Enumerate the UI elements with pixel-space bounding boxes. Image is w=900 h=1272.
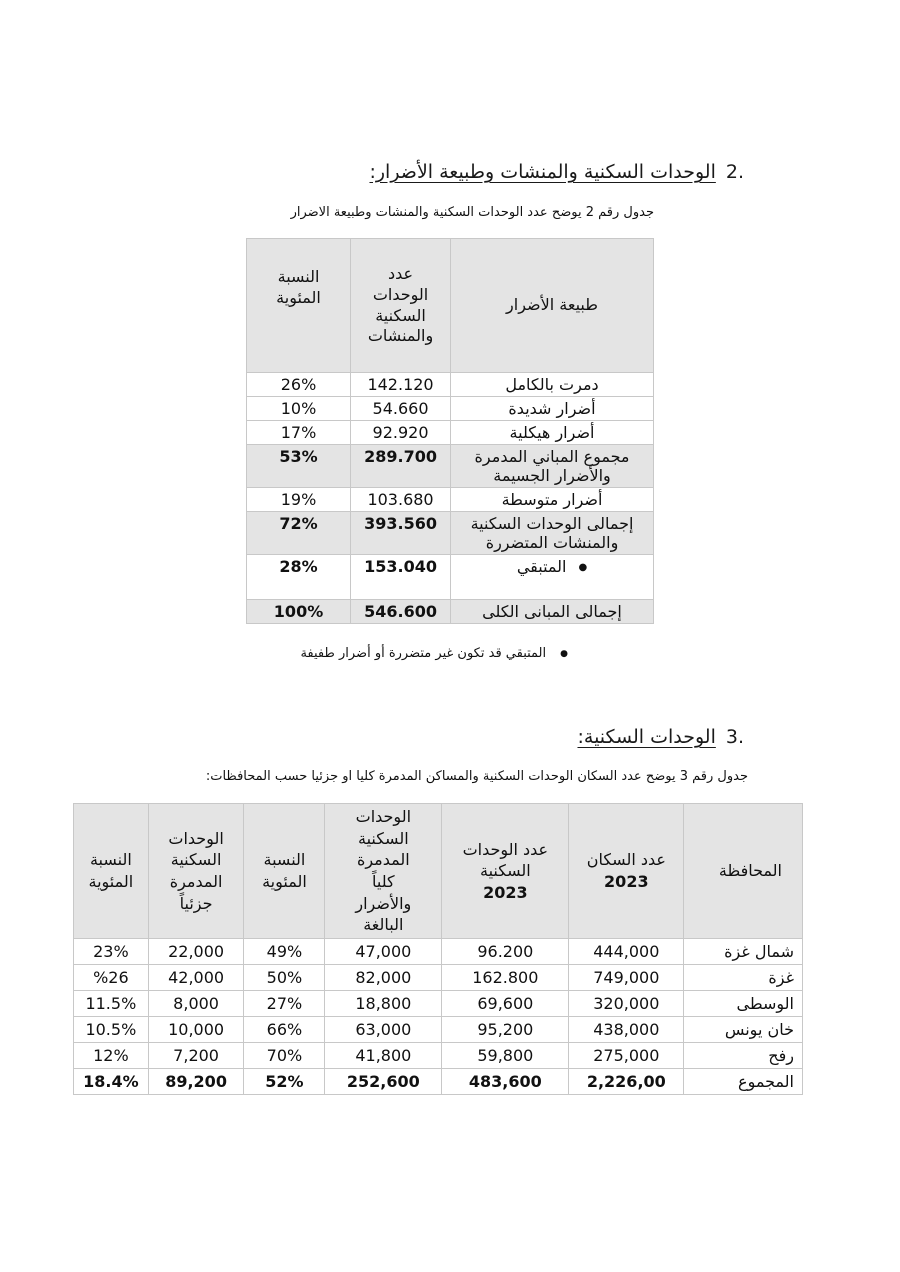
table-row [247,600,654,624]
percent: 19% [247,488,351,512]
unit-count: 103.680 [351,488,451,512]
header-destroyed-percent: النسبة المئوية [244,804,325,939]
unit-count: 92.920 [351,421,451,445]
partial-units: 89,200 [148,1069,244,1095]
table-2-caption: جدول رقم 2 يوضح عدد الوحدات السكنية والمنشات وطبيعة الاضرار [290,205,654,220]
destroyed-percent: 50% [244,965,325,991]
population: 275,000 [569,1043,684,1069]
partial-units: 8,000 [148,991,244,1017]
section-2-number: .2 [725,161,744,183]
destroyed-units: 252,600 [325,1069,442,1095]
unit-count: 142.120 [351,373,451,397]
percent: 72% [247,512,351,555]
percent: 28% [247,555,351,600]
partial-percent: 18.4% [74,1069,149,1095]
table-row [74,991,803,1017]
table-header-row [74,804,803,939]
table-row [247,373,654,397]
table-row [74,939,803,965]
destroyed-units: 82,000 [325,965,442,991]
percent: 10% [247,397,351,421]
table-3-caption: جدول رقم 3 يوضح عدد السكان الوحدات السكنية والمساكن المدمرة كليا او جزئيا حسب المحافظات: [205,769,748,784]
destroyed-percent: 66% [244,1017,325,1043]
table-row [247,397,654,421]
population: 444,000 [569,939,684,965]
percent: 100% [247,600,351,624]
destroyed-units: 18,800 [325,991,442,1017]
percent: 53% [247,445,351,488]
section-2-title: الوحدات السكنية والمنشات وطبيعة الأضرار: [369,161,716,183]
header-percent-label: النسبة المئوية [276,267,321,307]
header-damage-type: طبيعة الأضرار [451,239,654,373]
unit-count: 393.560 [351,512,451,555]
population: 2,226,00 [569,1069,684,1095]
damage-type: أضرار هيكلية [451,421,654,445]
header-units-year: 2023 [483,882,528,902]
table-total-row [74,1069,803,1095]
header-units [442,804,569,939]
header-destroyed [325,804,442,939]
section-3-title: الوحدات السكنية: [577,726,716,748]
housing-units: 162.800 [442,965,569,991]
table-row [247,488,654,512]
population: 749,000 [569,965,684,991]
destroyed-units: 47,000 [325,939,442,965]
section-2-heading [369,161,744,183]
damage-type-label: المتبقي [516,557,567,576]
header-population [569,804,684,939]
section-3-heading [577,726,744,748]
table-row [247,555,654,600]
table-header-row [247,239,654,373]
header-percent [247,239,351,373]
table-row [74,965,803,991]
table-2-note: ● المتبقي قد تكون غير متضررة أو أضرار طفيفة [300,646,568,661]
partial-units: 42,000 [148,965,244,991]
governorate: الوسطى [684,991,803,1017]
table-row [74,1043,803,1069]
housing-units: 483,600 [442,1069,569,1095]
header-population-label: عدد السكان [586,850,666,870]
damage-table [246,238,654,624]
header-partial-label: الوحدات السكنية المدمرة جزئياً [168,828,224,913]
table-row [247,512,654,555]
header-partial-percent: النسبة المئوية [74,804,149,939]
header-partial [148,804,244,939]
governorate: المجموع [684,1069,803,1095]
bullet-icon [566,555,587,574]
damage-type: أضرار متوسطة [451,488,654,512]
partial-units: 7,200 [148,1043,244,1069]
population: 438,000 [569,1017,684,1043]
destroyed-percent: 27% [244,991,325,1017]
destroyed-units: 41,800 [325,1043,442,1069]
damage-type: إجمالى الوحدات السكنية والمنشات المتضررة [451,512,654,555]
unit-count: 546.600 [351,600,451,624]
housing-units: 95,200 [442,1017,569,1043]
partial-percent: 23% [74,939,149,965]
unit-count: 54.660 [351,397,451,421]
header-population-year: 2023 [604,872,649,891]
partial-percent: 11.5% [74,991,149,1017]
housing-units: 59,800 [442,1043,569,1069]
damage-type: أضرار شديدة [451,397,654,421]
damage-type: إجمالى المبانى الكلى [451,600,654,624]
table-row [247,421,654,445]
percent: 26% [247,373,351,397]
header-destroyed-label: الوحدات السكنية المدمرة كلياً والأضرار البالغة [355,807,412,935]
partial-units: 10,000 [148,1017,244,1043]
table-row [74,1017,803,1043]
governorate: رفح [684,1043,803,1069]
table-row [247,445,654,488]
governorate: غزة [684,965,803,991]
unit-count: 289.700 [351,445,451,488]
housing-table [73,803,803,1095]
partial-percent: 12% [74,1043,149,1069]
percent: 17% [247,421,351,445]
damage-type [451,555,654,600]
header-unit-count-label: عدد الوحدات السكنية والمنشات [367,263,434,346]
header-governorate: المحافظة [684,804,803,939]
destroyed-units: 63,000 [325,1017,442,1043]
partial-percent: 10.5% [74,1017,149,1043]
header-unit-count [351,239,451,373]
population: 320,000 [569,991,684,1017]
unit-count: 153.040 [351,555,451,600]
damage-type: دمرت بالكامل [451,373,654,397]
destroyed-percent: 49% [244,939,325,965]
partial-units: 22,000 [148,939,244,965]
housing-units: 96.200 [442,939,569,965]
housing-units: 69,600 [442,991,569,1017]
governorate: شمال غزة [684,939,803,965]
governorate: خان يونس [684,1017,803,1043]
partial-percent: %26 [74,965,149,991]
destroyed-percent: 52% [244,1069,325,1095]
header-units-label: عدد الوحدات السكنية [462,839,549,881]
damage-type: مجموع المباني المدمرة والأضرار الجسيمة [451,445,654,488]
section-3-number: .3 [725,726,744,748]
destroyed-percent: 70% [244,1043,325,1069]
